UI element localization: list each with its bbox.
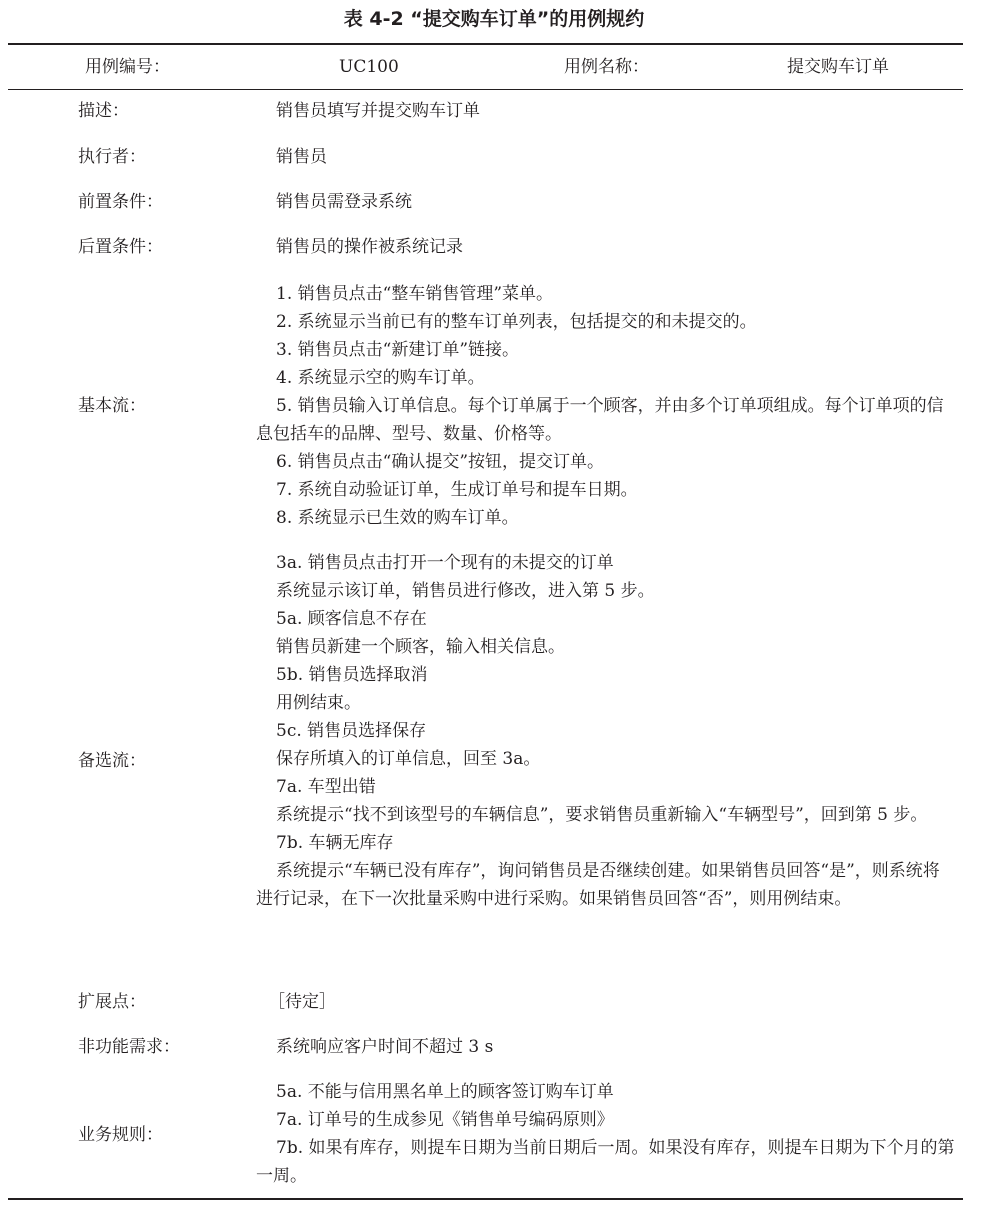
- alt-flow-label: 备选流：: [78, 751, 146, 771]
- top-rule: [8, 43, 963, 45]
- basic-flow-step: 4. 系统显示空的购车订单。: [276, 368, 485, 388]
- use-case-name-label: 用例名称：: [564, 57, 649, 77]
- business-rules-list: [256, 1078, 956, 1190]
- nonfunctional-label: 非功能需求：: [78, 1037, 180, 1057]
- description-value: 销售员填写并提交购车订单: [276, 101, 480, 121]
- nonfunctional-value: 系统响应客户时间不超过 3 s: [276, 1037, 494, 1057]
- precondition-label: 前置条件：: [78, 192, 163, 212]
- use-case-id-value: UC100: [339, 57, 399, 77]
- alt-flow-steps: [256, 549, 956, 913]
- business-rule: 5a. 不能与信用黑名单上的顾客签订购车订单: [276, 1082, 614, 1102]
- basic-flow-steps: [256, 280, 956, 532]
- basic-flow-step: 3. 销售员点击“新建订单”链接。: [276, 340, 520, 360]
- alt-flow-step: 用例结束。: [276, 693, 361, 713]
- alt-flow-step: 7a. 车型出错: [276, 777, 376, 797]
- use-case-id-label: 用例编号：: [85, 57, 170, 77]
- alt-flow-step: 7b. 车辆无库存: [276, 833, 394, 853]
- alt-flow-step: 保存所填入的订单信息，回至 3a。: [276, 749, 541, 769]
- alt-flow-step: 系统提示“找不到该型号的车辆信息”，要求销售员重新输入“车辆型号”，回到第 5 步。: [276, 805, 928, 825]
- header-rule: [8, 89, 963, 90]
- basic-flow-step: 5. 销售员输入订单信息。每个订单属于一个顾客，并由多个订单项组成。每个订单项的信息包括车的品牌、型号、数量、价格等。: [256, 396, 944, 444]
- alt-flow-step: 系统显示该订单，销售员进行修改，进入第 5 步。: [276, 581, 655, 601]
- basic-flow-step: 1. 销售员点击“整车销售管理”菜单。: [276, 284, 554, 304]
- basic-flow-label: 基本流：: [78, 396, 146, 416]
- alt-flow-step: 3a. 销售员点击打开一个现有的未提交的订单: [276, 553, 614, 573]
- basic-flow-step: 2. 系统显示当前已有的整车订单列表，包括提交的和未提交的。: [276, 312, 757, 332]
- description-label: 描述：: [78, 101, 129, 121]
- alt-flow-step: 5b. 销售员选择取消: [276, 665, 428, 685]
- postcondition-value: 销售员的操作被系统记录: [276, 237, 463, 257]
- business-rules-label: 业务规则：: [78, 1125, 163, 1145]
- business-rule: 7b. 如果有库存，则提车日期为当前日期后一周。如果没有库存，则提车日期为下个月的第一周。: [256, 1138, 955, 1186]
- extension-points-value: ［待定］: [268, 992, 336, 1012]
- actor-label: 执行者：: [78, 147, 146, 167]
- bottom-rule: [8, 1198, 963, 1200]
- alt-flow-step: 系统提示“车辆已没有库存”，询问销售员是否继续创建。如果销售员回答“是”，则系统将进行记录，在下一次批量采购中进行采购。如果销售员回答“否”，则用例结束。: [256, 861, 940, 909]
- basic-flow-step: 7. 系统自动验证订单，生成订单号和提车日期。: [276, 480, 638, 500]
- actor-value: 销售员: [276, 147, 327, 167]
- use-case-name-value: 提交购车订单: [787, 57, 889, 77]
- extension-points-label: 扩展点：: [78, 992, 146, 1012]
- alt-flow-step: 5a. 顾客信息不存在: [276, 609, 427, 629]
- basic-flow-step: 8. 系统显示已生效的购车订单。: [276, 508, 519, 528]
- postcondition-label: 后置条件：: [78, 237, 163, 257]
- alt-flow-step: 销售员新建一个顾客，输入相关信息。: [276, 637, 565, 657]
- table-title: 表 4-2 “提交购车订单”的用例规约: [343, 8, 645, 30]
- business-rule: 7a. 订单号的生成参见《销售单号编码原则》: [276, 1110, 614, 1130]
- precondition-value: 销售员需登录系统: [276, 192, 412, 212]
- basic-flow-step: 6. 销售员点击“确认提交”按钮，提交订单。: [276, 452, 605, 472]
- alt-flow-step: 5c. 销售员选择保存: [276, 721, 427, 741]
